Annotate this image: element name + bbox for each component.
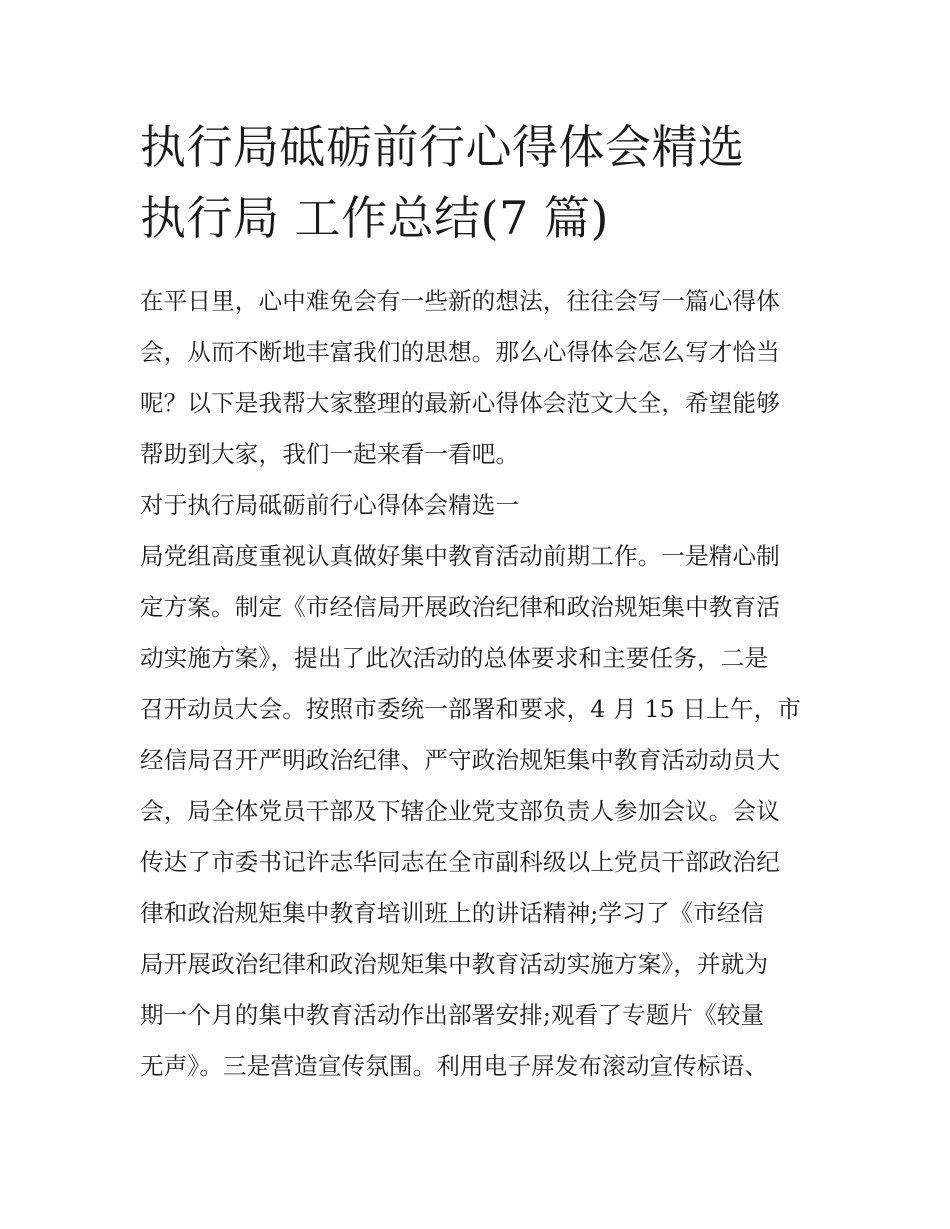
section-line: 传达了市委书记许志华同志在全市副科级以上党员干部政治纪: [140, 848, 780, 876]
section-line: 召开动员大会。按照市委统一部署和要求，4 月 15 日上午，市: [140, 695, 801, 723]
document-title: [140, 112, 830, 254]
section-line: 局开展政治纪律和政治规矩集中教育活动实施方案》，并就为: [140, 950, 769, 978]
section-line: 经信局召开严明政治纪律、严守政治规矩集中教育活动动员大: [140, 746, 780, 774]
title-line-1: 执行局砥砺前行心得体会精选: [140, 120, 745, 174]
intro-line: 在平日里，心中难免会有一些新的想法，往往会写一篇心得体: [140, 287, 780, 315]
section-heading: 对于执行局砥砺前行心得体会精选一: [140, 491, 520, 519]
section-line: 期一个月的集中教育活动作出部署安排;观看了专题片《较量: [140, 1001, 765, 1029]
section-line: 会，局全体党员干部及下辖企业党支部负责人参加会议。会议: [140, 797, 780, 825]
section-line: 无声》。三是营造宣传氛围。利用电子屏发布滚动宣传标语、: [140, 1052, 769, 1080]
section-line: 局党组高度重视认真做好集中教育活动前期工作。一是精心制: [140, 542, 780, 570]
document-body: [140, 276, 820, 1092]
intro-line: 呢？以下是我帮大家整理的最新心得体会范文大全，希望能够: [140, 389, 780, 417]
section-line: 定方案。制定《市经信局开展政治纪律和政治规矩集中教育活: [140, 593, 780, 621]
title-line-2: 执行局 工作总结(7 篇): [140, 191, 609, 245]
intro-line: 会，从而不断地丰富我们的思想。那么心得体会怎么写才恰当: [140, 338, 780, 366]
section-line: 动实施方案》，提出了此次活动的总体要求和主要任务，二是: [140, 644, 769, 672]
intro-line: 帮助到大家，我们一起来看一看吧。: [140, 440, 520, 468]
section-line: 律和政治规矩集中教育培训班上的讲话精神;学习了《市经信: [140, 899, 765, 927]
